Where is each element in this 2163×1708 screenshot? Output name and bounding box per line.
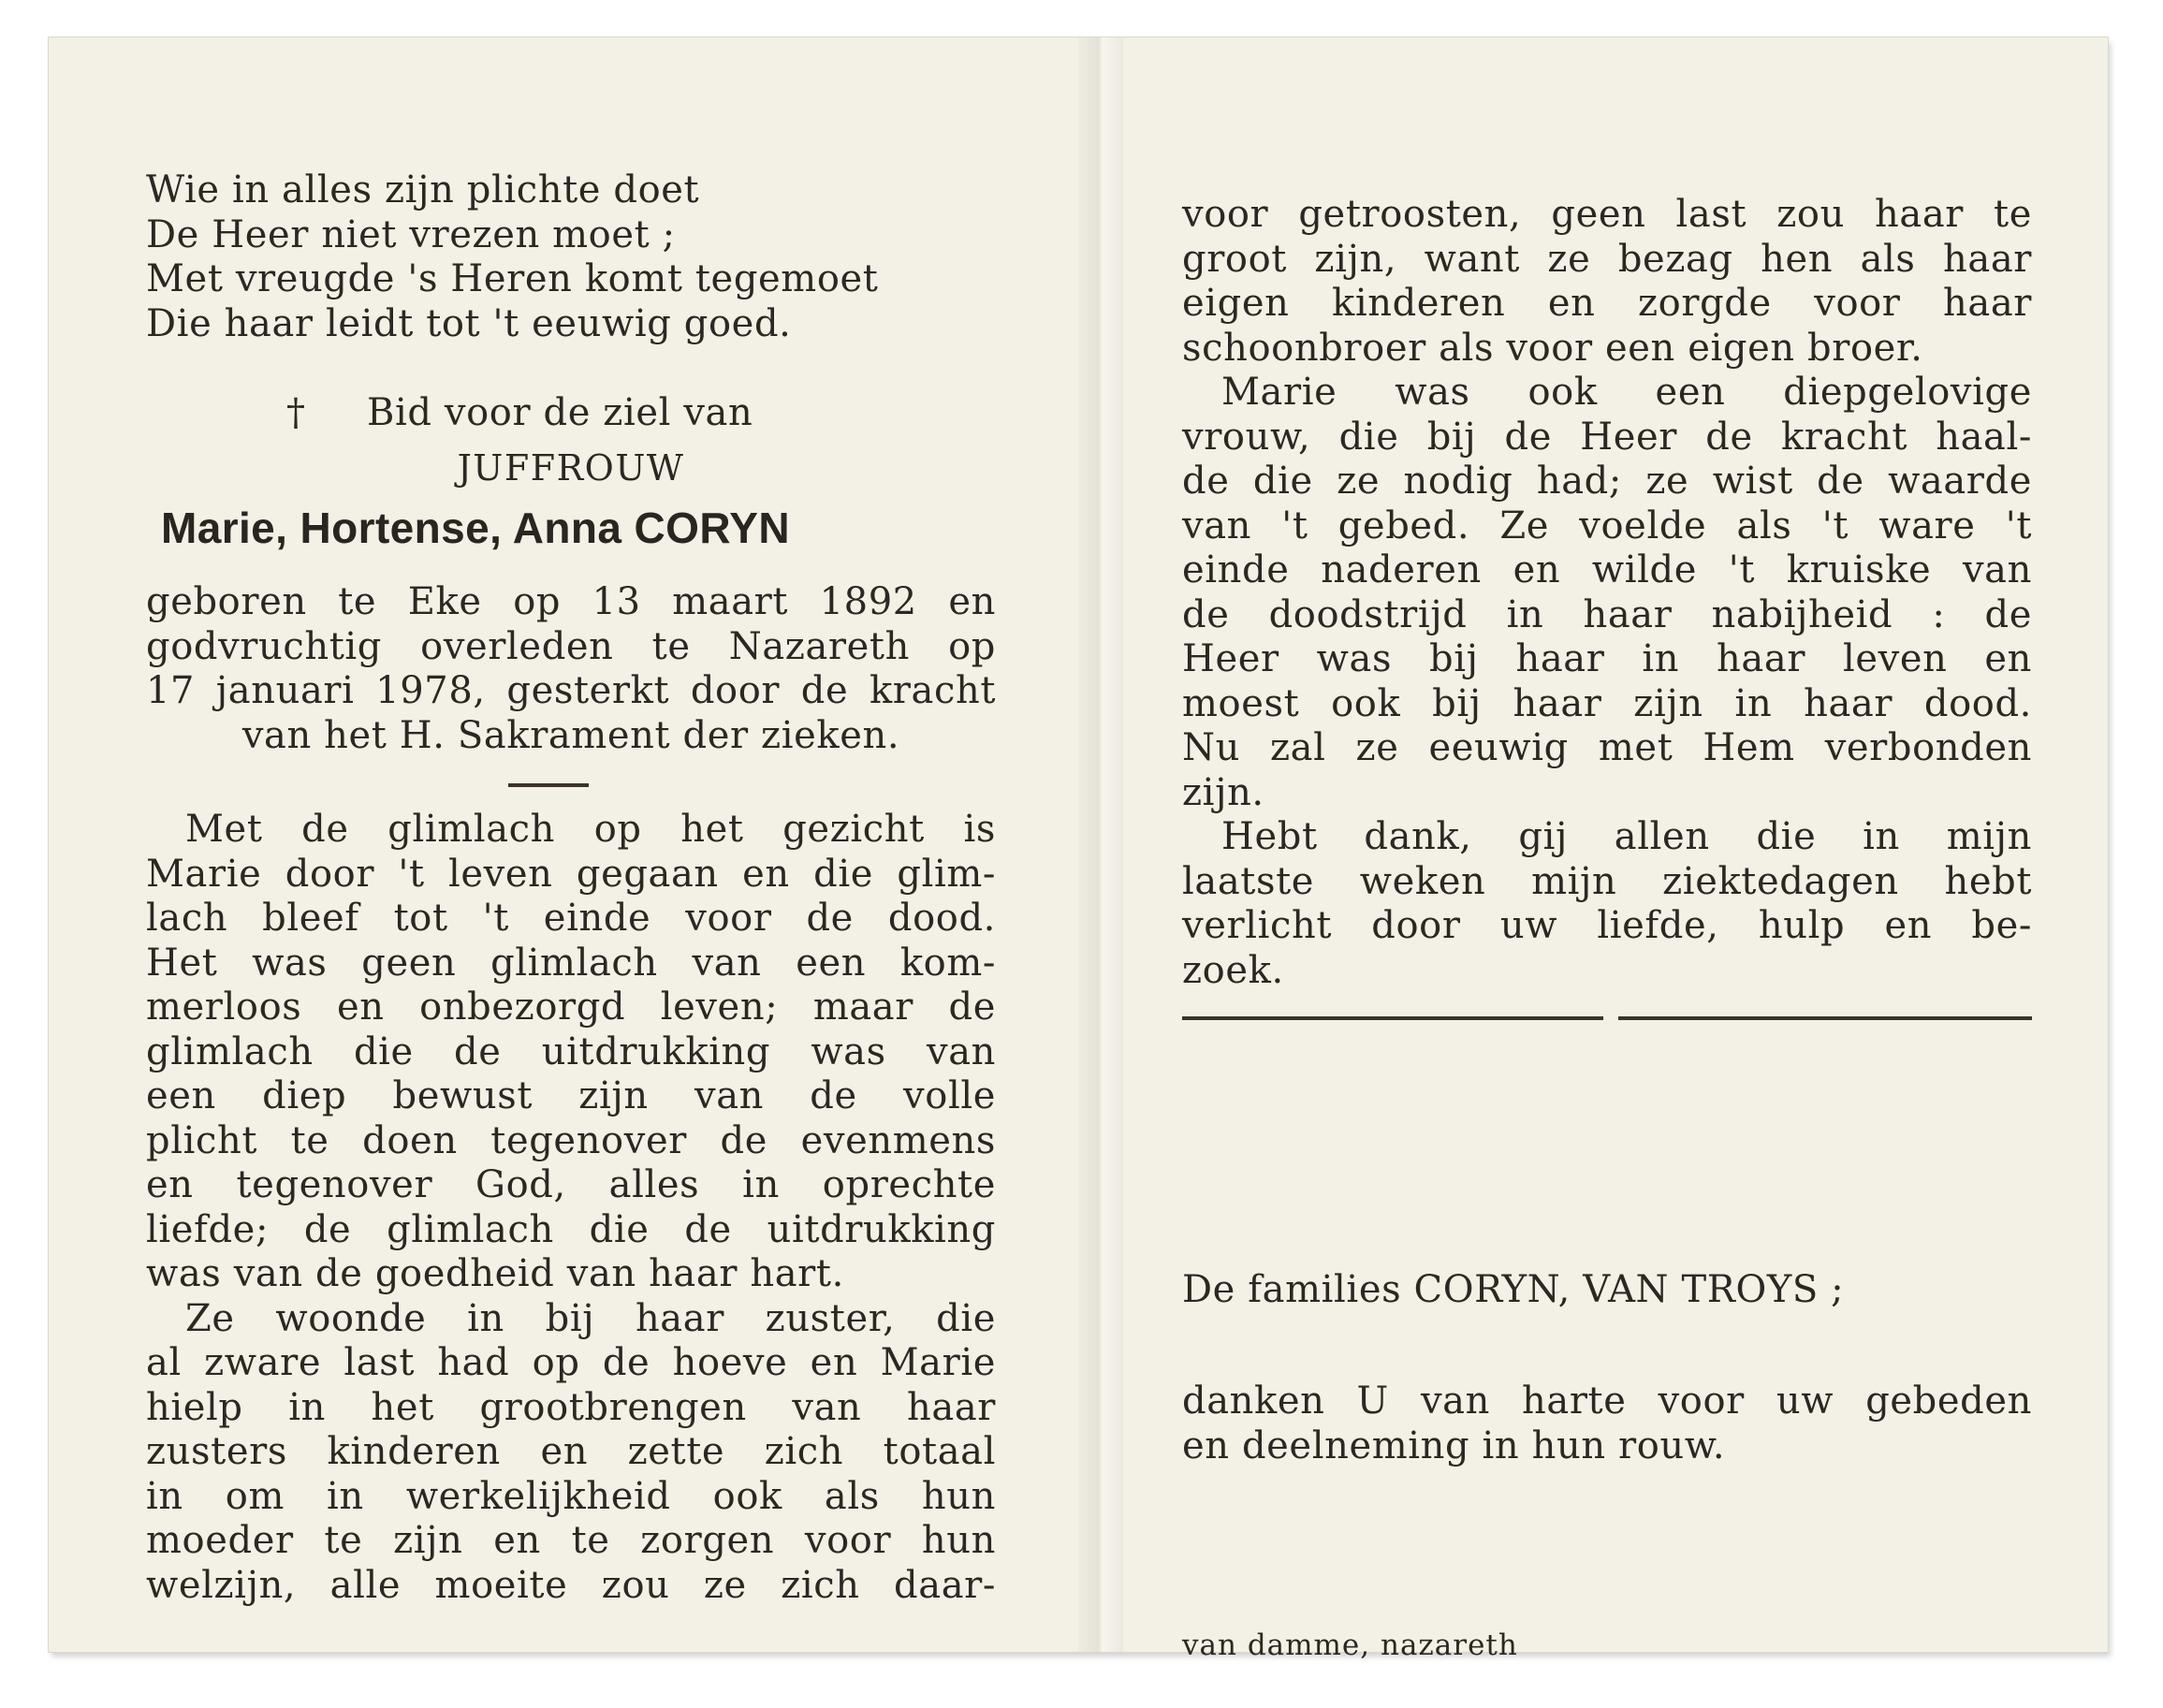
text-line: merloos en onbezorgd leven; maar de	[146, 985, 996, 1029]
text-line: Marie was ook een diepgelovige	[1221, 371, 2032, 414]
text-line: Het was geen glimlach van een kom-	[146, 941, 996, 985]
cross-icon: †	[286, 391, 306, 434]
text-line: Met de glimlach op het gezicht is	[185, 808, 996, 851]
biography-left	[146, 808, 996, 1608]
left-panel	[146, 37, 996, 1652]
text-line: eigen kinderen en zorgde voor haar	[1182, 282, 2032, 325]
divider	[508, 783, 589, 787]
detail-line: godvruchtig overleden te Nazareth op	[146, 624, 996, 668]
poem-line: Wie in alles zijn plichte doet	[146, 168, 700, 212]
honorific-title: JUFFROUW	[457, 447, 685, 489]
text-line: in om in werkelijkheid ook als hun	[146, 1474, 996, 1518]
text-line: Nu zal ze eeuwig met Hem verbonden	[1182, 726, 2032, 769]
text-line: een diep bewust zijn van de volle	[146, 1074, 996, 1117]
text-line: en tegenover God, alles in oprechte	[146, 1163, 996, 1206]
text-line: en deelneming in hun rouw.	[1182, 1423, 1726, 1467]
text-line: laatste weken mijn ziektedagen hebt	[1182, 859, 2032, 903]
prayer-text: Bid voor de ziel van	[367, 391, 753, 434]
detail-line: van het H. Sakrament der zieken.	[241, 713, 900, 757]
text-line: van 't gebed. Ze voelde als 't ware 't	[1182, 504, 2032, 547]
text-line: zusters kinderen en zette zich totaal	[146, 1430, 996, 1473]
printer-imprint: van damme, nazareth	[1182, 1628, 1518, 1662]
text-line: plicht te doen tegenover de evenmens	[146, 1118, 996, 1162]
text-line: danken U van harte voor uw gebeden	[1182, 1380, 2032, 1423]
birth-death-details	[146, 580, 996, 758]
text-line: vrouw, die bij de Heer de kracht haal-	[1182, 415, 2032, 459]
text-line: moest ook bij haar zijn in haar dood.	[1182, 681, 2032, 725]
right-panel	[1182, 37, 2032, 1662]
text-line: de doodstrijd in haar nabijheid : de	[1182, 592, 2032, 636]
detail-line: 17 januari 1978, gesterkt door de kracht	[146, 669, 996, 712]
text-line: liefde; de glimlach die de uitdrukking	[146, 1207, 996, 1251]
text-line: Hebt dank, gij allen die in mijn	[1221, 815, 2032, 858]
text-line: zijn.	[1182, 770, 1264, 814]
text-line: welzijn, alle moeite zou ze zich daar-	[146, 1563, 996, 1607]
poem-line: Met vreugde 's Heren komt tegemoet	[146, 257, 879, 300]
rule-right	[1618, 1016, 2032, 1020]
memorial-card	[49, 37, 2108, 1662]
text-line: moeder te zijn en te zorgen voor hun	[146, 1519, 996, 1562]
text-line: Heer was bij haar in haar leven en	[1182, 637, 2032, 680]
text-line: glimlach die de uitdrukking was van	[146, 1029, 996, 1073]
biography-right	[1182, 193, 2032, 993]
text-line: de die ze nodig had; ze wist de waarde	[1182, 460, 2032, 503]
rule-left	[1182, 1016, 1603, 1020]
text-line: voor getroosten, geen last zou haar te	[1182, 193, 2032, 236]
text-line: al zware last had op de hoeve en Marie	[146, 1341, 996, 1384]
detail-line: geboren te Eke op 13 maart 1892 en	[146, 580, 996, 623]
families-line: De families CORYN, VAN TROYS ;	[1182, 1268, 1845, 1311]
text-line: Ze woonde in bij haar zuster, die	[185, 1296, 996, 1340]
text-line: was van de goedheid van haar hart.	[146, 1252, 844, 1295]
thanks-text	[1182, 1380, 2032, 1468]
text-line: groot zijn, want ze bezag hen als haar	[1182, 237, 2032, 281]
text-line: schoonbroer als voor een eigen broer.	[1182, 326, 1923, 370]
card-fold	[1078, 37, 1123, 1652]
text-line: verlicht door uw liefde, hulp en be-	[1182, 904, 2032, 947]
deceased-name: Marie, Hortense, Anna CORYN	[161, 504, 790, 552]
text-line: zoek.	[1182, 948, 1284, 992]
text-line: hielp in het grootbrengen van haar	[146, 1385, 996, 1429]
poem	[146, 168, 996, 346]
text-line: einde naderen en wilde 't kruiske van	[1182, 548, 2032, 591]
poem-line: De Heer niet vrezen moet ;	[146, 212, 676, 256]
poem-line: Die haar leidt tot 't eeuwig goed.	[146, 301, 792, 345]
separator-rules	[1182, 1016, 2032, 1020]
text-line: Marie door 't leven gegaan en die glim-	[146, 852, 996, 896]
text-line: lach bleef tot 't einde voor de dood.	[146, 897, 996, 940]
